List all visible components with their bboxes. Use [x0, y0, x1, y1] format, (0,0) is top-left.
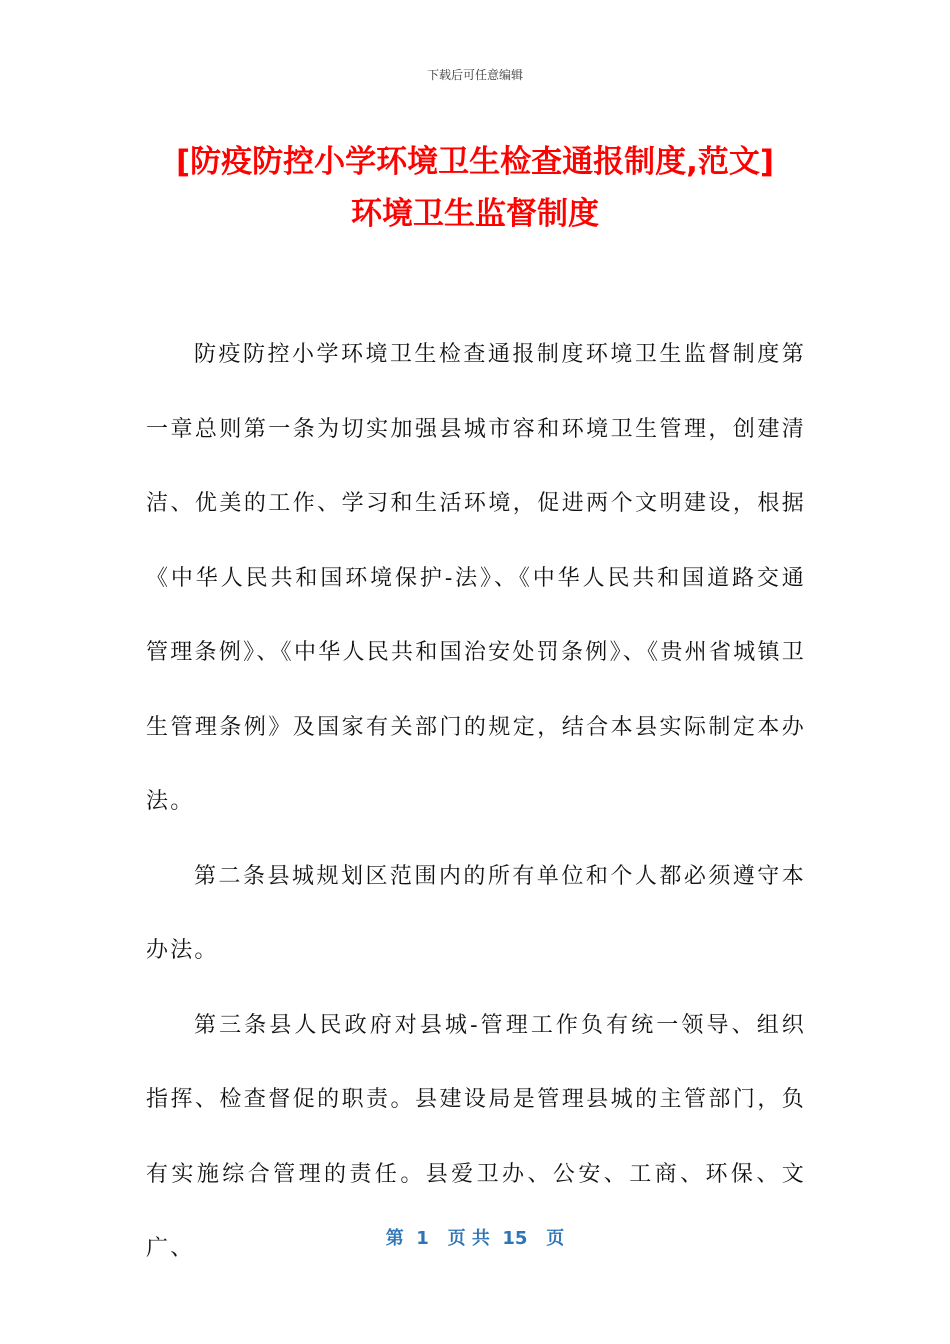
- document-title-line-1: [防疫防控小学环境卫生检查通报制度,范文]: [175, 144, 775, 180]
- header-note: 下载后可任意编辑: [426, 68, 523, 82]
- paragraph-1: 防疫防控小学环境卫生检查通报制度环境卫生监督制度第一章总则第一条为切实加强县城市容和环境卫生管理，创建清洁、优美的工作、学习和生活环境，促进两个文明建设，根据《中华人民共和国环境保护-法》、《中华人民共和国道路交通管理条例》、《中华人民共和国治安处罚条例》、《贵州省城镇卫生管理条例》及国家有关部门的规定，结合本县实际制定本办法。: [146, 342, 806, 814]
- page-number-footer: 第 1 页 共 15 页: [385, 1228, 565, 1249]
- document-title: [100, 136, 850, 240]
- document-body: [146, 318, 806, 1287]
- paragraph-2: 第二条县城规划区范围内的所有单位和个人都必须遵守本办法。: [146, 863, 806, 963]
- document-title-line-2: 环境卫生监督制度: [351, 196, 599, 232]
- paragraph-3: 第三条县人民政府对县城-管理工作负有统一领导、组织指挥、检查督促的职责。县建设局是管理县城的主管部门，负有实施综合管理的责任。县爱卫办、公安、工商、环保、文广、: [146, 1012, 806, 1261]
